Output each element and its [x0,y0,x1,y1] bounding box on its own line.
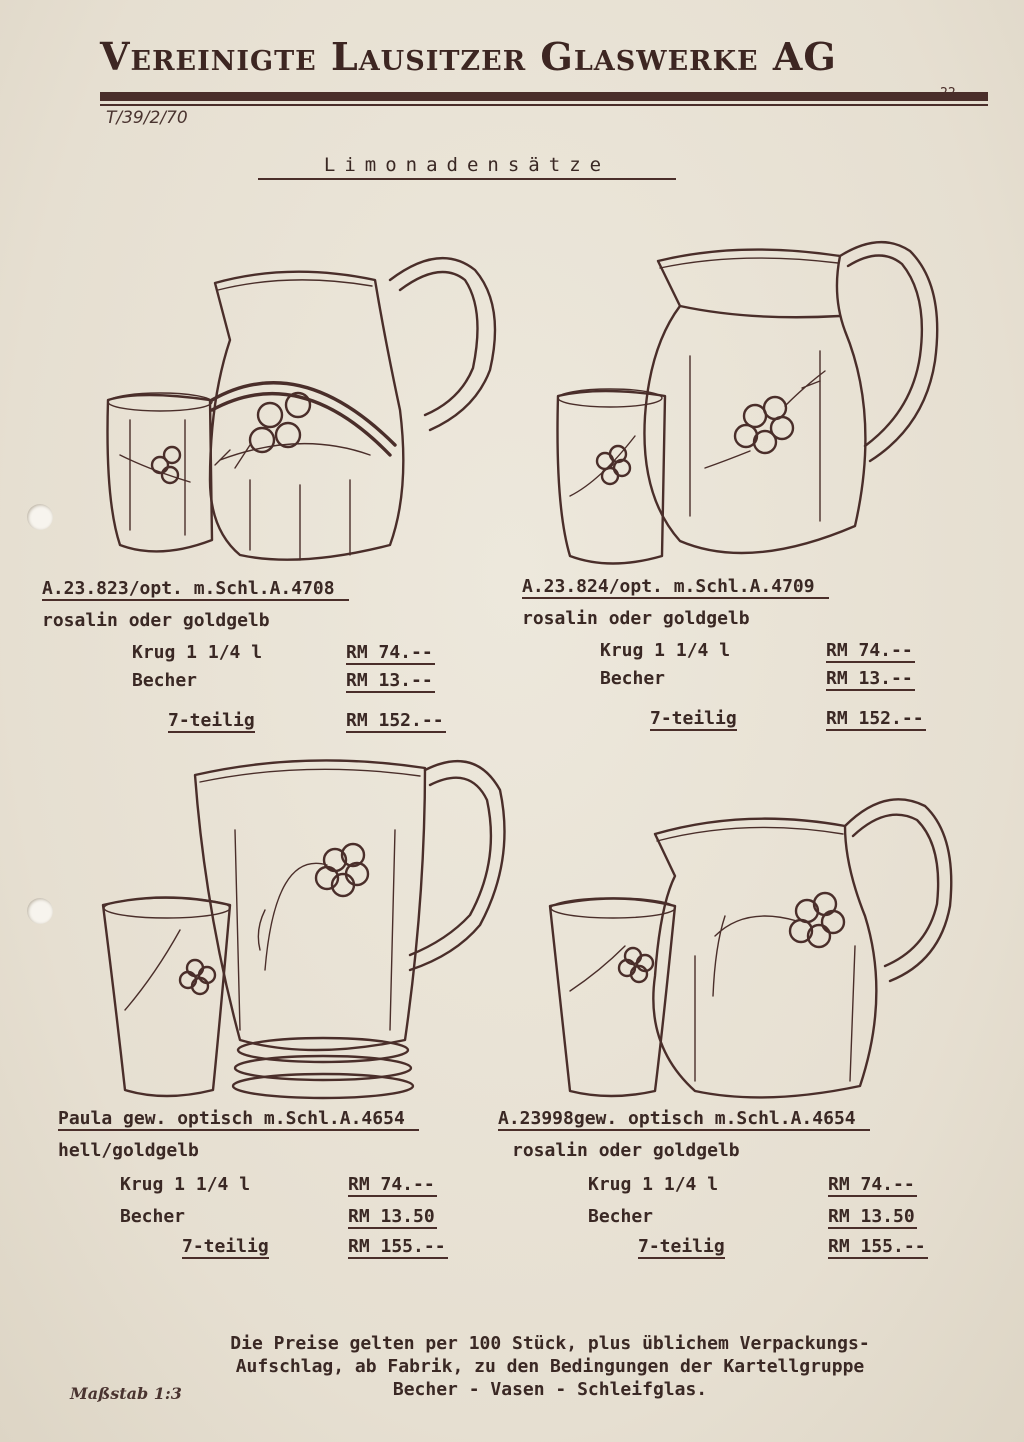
pricing-terms-footer: Die Preise gelten per 100 Stück, plus üblichem Verpackungs- Aufschlag, ab Fabrik, zu den Bedingungen der Kartellgruppe Becher - Vasen - Schleifglas. [230,1333,870,1400]
item-code: A.23.823/opt. m.Schl.A.4708 [42,578,349,601]
krug-label: Krug 1 1/4 l [132,642,263,663]
item-color: rosalin oder goldgelb [42,610,270,631]
total-price: RM 152.-- [346,710,444,731]
becher-label: Becher [600,668,666,689]
pitcher-set-illustration-3 [95,750,515,1110]
total-label: 7-teilig [650,708,737,729]
krug-price: RM 74.-- [346,642,433,663]
becher-label: Becher [132,670,198,691]
becher-price: RM 13.-- [346,670,433,691]
item-block-1 [42,578,482,738]
item-code: Paula gew. optisch m.Schl.A.4654 [58,1108,419,1131]
krug-label: Krug 1 1/4 l [588,1174,719,1195]
total-label: 7-teilig [638,1236,725,1257]
total-label: 7-teilig [182,1236,269,1257]
krug-label: Krug 1 1/4 l [600,640,731,661]
punch-hole-top [27,504,53,530]
reference-code: T/39/2/70 [106,108,188,128]
punch-hole-bottom [27,898,53,924]
krug-price: RM 74.-- [348,1174,435,1195]
letterhead-rule-thin [100,104,988,106]
becher-price: RM 13.50 [348,1206,435,1227]
total-price: RM 155.-- [828,1236,926,1257]
item-color: rosalin oder goldgelb [512,1140,740,1161]
krug-price: RM 74.-- [826,640,913,661]
pitcher-set-illustration-4 [545,796,955,1106]
item-color: hell/goldgelb [58,1140,199,1161]
krug-price: RM 74.-- [828,1174,915,1195]
becher-price: RM 13.-- [826,668,913,689]
scale-note: Maßstab 1:3 [70,1384,182,1403]
becher-label: Becher [120,1206,186,1227]
item-code: A.23.824/opt. m.Schl.A.4709 [522,576,829,599]
page-number: 22 [940,86,956,101]
becher-price: RM 13.50 [828,1206,915,1227]
section-title: Limonadensätze [258,154,676,180]
item-block-3 [58,1108,498,1268]
letterhead-rule-thick [100,92,988,101]
item-block-2 [522,576,962,736]
item-block-4 [498,1108,958,1268]
total-price: RM 152.-- [826,708,924,729]
becher-label: Becher [588,1206,654,1227]
company-letterhead: Vereinigte Lausitzer Glaswerke AG [100,34,837,79]
total-label: 7-teilig [168,710,255,731]
total-price: RM 155.-- [348,1236,446,1257]
item-color: rosalin oder goldgelb [522,608,750,629]
krug-label: Krug 1 1/4 l [120,1174,251,1195]
pitcher-set-illustration-2 [550,236,950,576]
pitcher-set-illustration-1 [100,250,510,580]
item-code: A.23998gew. optisch m.Schl.A.4654 [498,1108,870,1131]
